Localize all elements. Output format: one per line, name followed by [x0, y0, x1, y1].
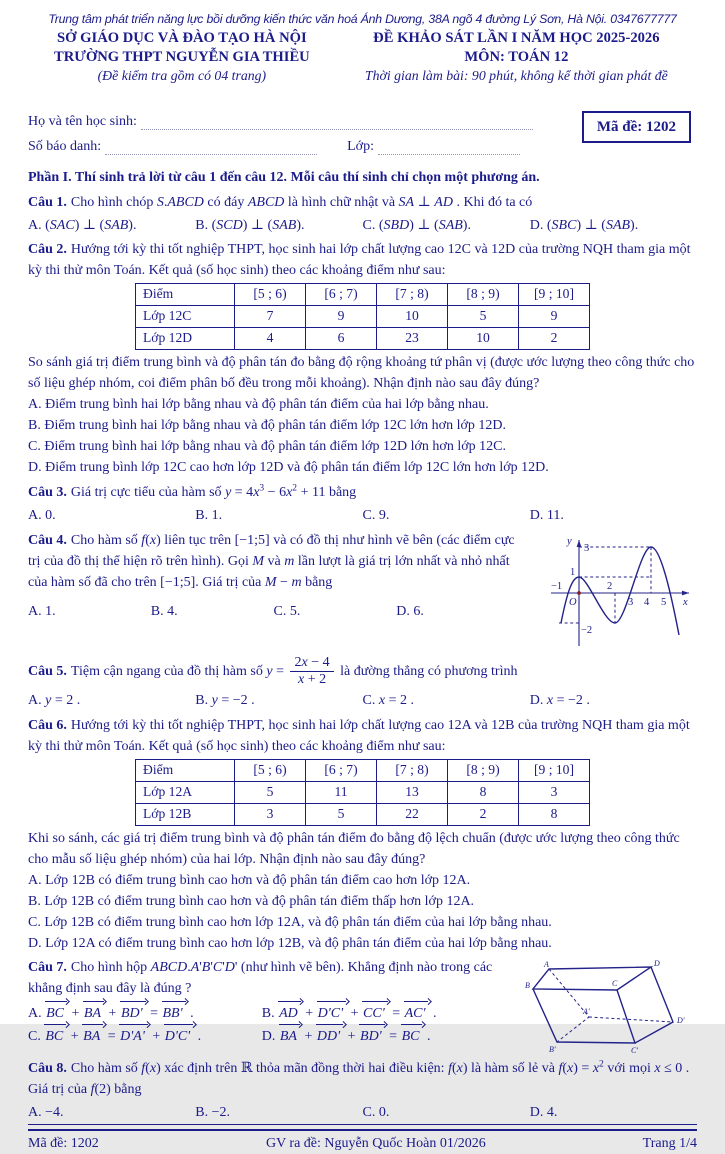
- svg-text:x: x: [683, 596, 688, 608]
- answer-option: D. x = −2 .: [529, 693, 590, 709]
- svg-text:1: 1: [570, 566, 576, 578]
- exam-code-badge: Mã đề: 1202: [582, 111, 691, 144]
- question-5-number: Câu 5.: [28, 664, 67, 680]
- answer-option: A. Lớp 12B có điểm trung bình cao hơn và độ phân tán điểm cao hơn lớp 12A.: [28, 872, 471, 888]
- answer-option: C. 0.: [362, 1104, 390, 1120]
- header-right-block: [336, 29, 697, 84]
- origin-point: [577, 591, 581, 595]
- answer-option: D. BA + DD' + BD' = BC .: [262, 1024, 515, 1047]
- footer-exam-code: Mã đề: 1202: [28, 1135, 99, 1151]
- question-2: [28, 239, 697, 478]
- question-6-number: Câu 6.: [28, 717, 67, 733]
- exam-title: ĐỀ KHẢO SÁT LẦN I NĂM HỌC 2025-2026: [373, 30, 660, 47]
- question-1-number: Câu 1.: [28, 194, 67, 210]
- svg-text:C': C': [631, 1046, 639, 1056]
- answer-option: A. BC + BA + BD' = BB' .: [28, 1001, 262, 1024]
- student-id-field[interactable]: [105, 139, 317, 155]
- q7-parallelepiped-figure: [525, 959, 697, 1055]
- question-1-text: Câu 1. Cho hình chóp S.ABCD có đáy ABCD là hình chữ nhật và SA ⊥ AD . Khi đó ta có: [28, 194, 533, 210]
- student-name-label: Họ và tên học sinh:: [28, 113, 137, 129]
- question-4-options: [28, 601, 519, 622]
- svg-text:A': A': [583, 1007, 590, 1017]
- svg-text:3: 3: [584, 542, 590, 554]
- question-8: [28, 1057, 697, 1123]
- student-info-block: [28, 109, 697, 159]
- question-2-score-table: [28, 283, 697, 350]
- student-id-label: Số báo danh:: [28, 138, 102, 154]
- question-5: [28, 656, 697, 711]
- question-6-text: Câu 6. Hướng tới kỳ thi tốt nghiệp THPT, học sinh hai lớp chất lượng cao 12A và 12B của trường NQH tham gia một kỳ thi thử môn Toán. Kết quả (số học sinh) theo các khoảng điểm như sau:: [28, 717, 690, 754]
- answer-option: C. 5.: [273, 603, 301, 619]
- question-5-options: [28, 690, 697, 711]
- question-8-options: [28, 1102, 697, 1123]
- svg-text:O: O: [569, 596, 577, 608]
- q4-function-graph: [529, 532, 697, 654]
- answer-option: B. Điểm trung bình hai lớp bằng nhau và độ phân tán điểm lớp 12C lớn hơn lớp 12D.: [28, 418, 506, 434]
- class-field[interactable]: [378, 139, 520, 155]
- answer-option: A. y = 2 .: [28, 693, 81, 709]
- question-1-options: [28, 215, 697, 236]
- header-left-block: [28, 29, 336, 84]
- answer-option: A. 1.: [28, 603, 56, 619]
- footer-page-number: Trang 1/4: [642, 1135, 697, 1151]
- question-6-options: [28, 870, 697, 954]
- svg-text:3: 3: [628, 596, 634, 608]
- question-3-options: [28, 505, 697, 526]
- question-3-text: Câu 3. Giá trị cực tiểu của hàm số $y = 4x^3 - 6x^2 + 11$ bằng: [28, 483, 357, 501]
- answer-option: D. 11.: [529, 508, 564, 524]
- duration-note: Thời gian làm bài: 90 phút, không kể thời gian phát đề: [364, 67, 668, 83]
- options-underline: [28, 1124, 697, 1125]
- answer-option: D. 4.: [529, 1104, 558, 1120]
- answer-option: B. 1.: [195, 508, 223, 524]
- question-7-options: [28, 1001, 515, 1047]
- answer-option: C. BC + BA = D'A' + D'C' .: [28, 1024, 262, 1047]
- center-header-note: Trung tâm phát triển năng lực bồi dưỡng kiến thức văn hoá Ánh Dương, 38A ngõ 4 đường Lý Sơn, Hà Nội. 0347677777: [48, 12, 677, 26]
- question-2-text: Câu 2. Hướng tới kỳ thi tốt nghiệp THPT, học sinh hai lớp chất lượng cao 12C và 12D của trường NQH tham gia một kỳ thi thử môn Toán. Kết quả (số học sinh) theo các khoảng điểm như sau:: [28, 242, 691, 279]
- answer-option: B. 4.: [150, 603, 178, 619]
- svg-text:D: D: [654, 959, 660, 969]
- answer-option: A. 0.: [28, 508, 56, 524]
- question-8-number: Câu 8.: [28, 1060, 67, 1076]
- answer-option: B. (SCD) ⊥ (SAB).: [195, 217, 305, 233]
- answer-option: C. (SBD) ⊥ (SAB).: [362, 217, 471, 233]
- question-8-text: Câu 8. Cho hàm số f(x) xác định trên ℝ thỏa mãn đồng thời hai điều kiện: f(x) là hàm số lẻ và $f(x) = x^2$ với mọi x ≤ 0 . Giá trị của f(2) bằng: [28, 1059, 690, 1097]
- question-6-followup: Khi so sánh, các giá trị điểm trung bình và độ phân tán điểm đo bằng độ lệch chuẩn (được ước lượng theo công thức cho mẫu số liệu ghép nhóm) của hai lớp. Nhận định nào sau đây đúng?: [28, 830, 680, 867]
- answer-option: C. Lớp 12B có điểm trung bình cao hơn lớp 12A, và độ phân tán điểm của hai lớp bằng nhau.: [28, 914, 552, 930]
- answer-option: A. (SAC) ⊥ (SAB).: [28, 217, 137, 233]
- svg-text:−2: −2: [581, 624, 593, 636]
- part1-heading: Phần I. Thí sinh trả lời từ câu 1 đến câu 12. Mỗi câu thí sinh chỉ chọn một phương án.: [28, 170, 540, 186]
- answer-option: B. y = −2 .: [195, 693, 255, 709]
- svg-text:D': D': [677, 1016, 685, 1026]
- answer-option: B. AD + D'C' + CC' = AC' .: [262, 1001, 515, 1024]
- question-4: [28, 530, 697, 636]
- answer-option: D. Lớp 12A có điểm trung bình cao hơn lớp 12B, và độ phân tán điểm của hai lớp bằng nhau.: [28, 935, 552, 951]
- answer-option: B. −2.: [195, 1104, 230, 1120]
- question-1: [28, 192, 697, 236]
- question-7: [28, 957, 697, 1056]
- department-title: SỞ GIÁO DỤC VÀ ĐÀO TẠO HÀ NỘI: [57, 30, 307, 47]
- svg-text:B: B: [525, 981, 530, 991]
- question-2-followup: So sánh giá trị điểm trung bình và độ phân tán đo bằng độ rộng khoảng tứ phân vị (được ước lượng theo công thức cho số liệu ghép nhóm, coi điểm phân bố đều trong mỗi khoảng). Nhận định nào sau đây đúng?: [28, 355, 695, 392]
- question-4-text: Câu 4. Cho hàm số f(x) liên tục trên [−1;5] và có đồ thị như hình vẽ bên (các điểm cực trị của đồ thị thể hiện rõ trên hình). Gọi M và m lần lượt là giá trị lớn nhất và nhỏ nhất của hàm số đã cho trên [−1;5]. Giá trị của M − m bằng: [28, 532, 515, 590]
- subject-title: MÔN: TOÁN 12: [464, 49, 569, 66]
- svg-text:B': B': [549, 1045, 556, 1055]
- question-4-number: Câu 4.: [28, 532, 67, 548]
- svg-text:y: y: [567, 535, 572, 547]
- svg-text:C: C: [612, 979, 618, 989]
- svg-text:A: A: [544, 960, 549, 970]
- question-3-number: Câu 3.: [28, 485, 67, 501]
- question-7-number: Câu 7.: [28, 960, 67, 976]
- question-2-number: Câu 2.: [28, 242, 67, 258]
- answer-option: C. Điểm trung bình hai lớp bằng nhau và độ phân tán điểm lớp 12D lớn hơn lớp 12C.: [28, 439, 506, 455]
- data-table: Điểm [5 ; 6) [6 ; 7) [7 ; 8) [8 ; 9) [9 ; 10] Lớp 12C 7 9 10 5 9 Lớp 12D 4 6 23 10 2: [135, 283, 590, 350]
- question-6: [28, 715, 697, 954]
- answer-option: A. Điểm trung bình hai lớp bằng nhau và độ phân tán điểm của hai lớp bằng nhau.: [28, 397, 489, 413]
- student-name-row: [28, 109, 547, 134]
- answer-option: C. x = 2 .: [362, 693, 414, 709]
- exam-header: [28, 29, 697, 84]
- answer-option: D. 6.: [396, 603, 424, 619]
- student-name-field[interactable]: [141, 114, 533, 130]
- answer-option: B. Lớp 12B có điểm trung bình cao hơn và độ phân tán điểm thấp hơn lớp 12A.: [28, 893, 475, 909]
- data-table: Điểm [5 ; 6) [6 ; 7) [7 ; 8) [8 ; 9) [9 ; 10] Lớp 12A 5 11 13 8 3 Lớp 12B 3 5 22 2 8: [135, 759, 590, 826]
- svg-text:2: 2: [607, 580, 613, 592]
- question-2-options: [28, 394, 697, 478]
- question-7-text: Câu 7. Cho hình hộp ABCD.A'B'C'D' (như hình vẽ bên). Khẳng định nào trong các khẳng định sau đây là đúng ?: [28, 960, 493, 997]
- answer-option: D. (SBC) ⊥ (SAB).: [529, 217, 639, 233]
- student-id-row: [28, 134, 547, 159]
- pages-note: (Đề kiểm tra gồm có 04 trang): [97, 67, 267, 83]
- question-3: [28, 482, 697, 527]
- svg-text:−1: −1: [551, 580, 563, 592]
- answer-option: A. −4.: [28, 1104, 64, 1120]
- answer-option: D. Điểm trung bình lớp 12C cao hơn lớp 12D và độ phân tán điểm lớp 12C lớn hơn lớp 12D.: [28, 460, 549, 476]
- question-6-score-table: [28, 759, 697, 826]
- svg-text:5: 5: [661, 596, 667, 608]
- question-5-text: Câu 5. Tiệm cận ngang của đồ thị hàm số y = $\frac{2x - 4}{x + 2}$ là đường thẳng có phương trình: [28, 654, 518, 688]
- class-label: Lớp:: [347, 138, 374, 154]
- school-title: TRƯỜNG THPT NGUYỄN GIA THIỀU: [54, 49, 310, 66]
- page-footer: [28, 1129, 697, 1154]
- svg-text:4: 4: [644, 596, 650, 608]
- footer-teacher: GV ra đề: Nguyễn Quốc Hoàn 01/2026: [265, 1135, 486, 1151]
- answer-option: C. 9.: [362, 508, 390, 524]
